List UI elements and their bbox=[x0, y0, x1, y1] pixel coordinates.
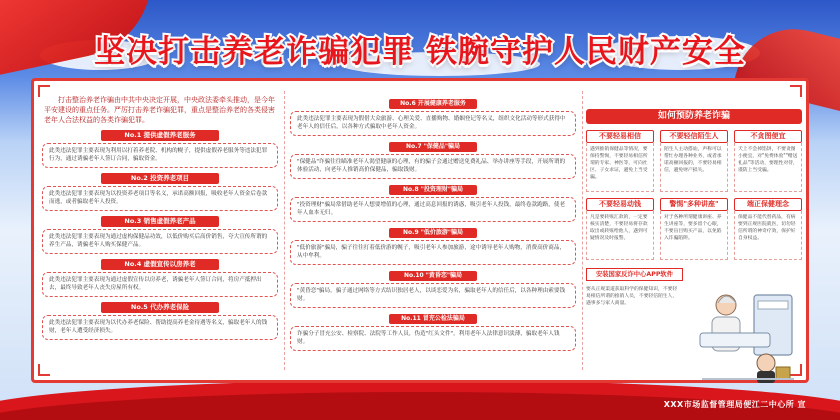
scam-type-tag: No.7 "保健品"骗局 bbox=[389, 142, 477, 152]
tip-title: 警惕"多种讲座" bbox=[660, 198, 728, 211]
section-title: No.3 销售虚假养老产品 bbox=[101, 216, 219, 227]
intro-paragraph: 打击整治养老诈骗由中共中央决定开展，中央政法委牵头推动，是今年平安建设的重点任务。严厉打击养老诈骗犯罪，重点是整治养老的各类侵害老年人合法权益的各类诈骗犯罪。 bbox=[44, 96, 275, 124]
tip-title: 不要轻信陌生人 bbox=[660, 130, 728, 143]
tip-title: 端正保健理念 bbox=[734, 198, 802, 211]
right-column bbox=[586, 87, 802, 374]
section-text: 此类违法犯罪主要表现为利用以打着养老院、机构的幌子，提供虚假养老服务等违法犯罪行为，通过诱骗老年人签订合同，骗取资金。 bbox=[42, 143, 278, 168]
section-title: No.1 提供虚假养老服务 bbox=[101, 130, 219, 141]
section-text: 此类违法犯罪主要表现为通过虚假宣传以房养老，诱骗老年人签订合同，将房产抵押出去，最终导致老年人丧失房屋所有权。 bbox=[42, 272, 278, 297]
scam-type-text: 诈骗分子冒充公安、检察院、法院等工作人员，伪造"红头文件"，利用老年人法律意识淡薄，骗取老年人钱财。 bbox=[290, 326, 576, 351]
tip-text: 天上不会掉馅饼，不要贪图小便宜，对"免费体验""赠送礼品"等活动，要理性对待，谨防上当受骗。 bbox=[734, 143, 802, 192]
scam-type-text: "投资理财"骗局常借助老年人想要增值的心理，通过高息回报的诱惑，吸引老年人投钱，最终卷款跑路，使老年人血本无归。 bbox=[290, 197, 576, 222]
headline: 坚决打击养老诈骗犯罪 铁腕守护人民财产安全 bbox=[94, 34, 746, 70]
anti-fraud-app-title: 安装国家反诈中心APP软件 bbox=[586, 268, 683, 281]
tip-text: 遇到推销保健品等情况，要保持警惕，不要轻易相信所谓的专家、神医等，可向社区、子女求证，避免上当受骗。 bbox=[586, 143, 654, 192]
column-divider bbox=[284, 91, 285, 370]
section-title: No.4 虚假宣传以房养老 bbox=[101, 259, 219, 270]
scam-type-text: 此类违法犯罪主要表现为假借大众旅游、心理关爱、直播购物、婚姻登记等名义，组织文化活动等形式获得中老年人的信任后，以各种方式骗取中老年人资金。 bbox=[290, 111, 576, 136]
section-text: 此类违法犯罪主要表现为以代办养老保险、帮助提高养老金待遇等名义，骗取老年人的钱财，老年人遭受经济损失。 bbox=[42, 315, 278, 340]
scam-type-text: "低价旅游"骗局，骗子往往打着低价游的幌子，吸引老年人参加旅游，途中诱导老年人购物，消费高价商品，从中牟利。 bbox=[290, 240, 576, 265]
footer-credit: XXX市场监督管理局便江二中心所 宣 bbox=[663, 400, 806, 409]
scam-type-tag: No.8 "投资理财"骗局 bbox=[389, 185, 477, 195]
section-title: No.2 投资养老项目 bbox=[101, 173, 219, 184]
tip-text: 保健品不能代替药品，有病要到正规医院就医，切勿轻信所谓的神奇疗效，保护好自身权益。 bbox=[734, 211, 802, 260]
tips-row bbox=[586, 130, 802, 192]
tip-card bbox=[586, 198, 654, 260]
tips-row bbox=[586, 198, 802, 260]
tip-text: 对于各种所谓健康讲座、养生讲座等，要多留个心眼，不要盲目购买产品，以免陷入诈骗陷阱。 bbox=[660, 211, 728, 260]
section-title: No.5 代办养老保险 bbox=[101, 302, 219, 313]
elderly-scam-illustration bbox=[696, 275, 800, 385]
tip-card bbox=[734, 130, 802, 192]
scam-type-tag: No.9 "低价旅游"骗局 bbox=[389, 228, 477, 238]
tip-card bbox=[586, 130, 654, 192]
tip-title: 不贪图便宜 bbox=[734, 130, 802, 143]
left-column bbox=[42, 87, 278, 374]
section-text: 此类违法犯罪主要表现为以投资养老项目等名义，承诺高额回报，吸收老年人资金后卷款而逃，或者骗取老年人投资。 bbox=[42, 186, 278, 211]
tip-title: 不要轻易相信 bbox=[586, 130, 654, 143]
scam-type-tag: No.11 冒充公检法骗局 bbox=[389, 314, 477, 324]
section-text: 此类违法犯罪主要表现为通过虚构保健品功效，以低价购买后高价销售，夸大宣传所谓的养生产品，诱骗老年人购买保健产品。 bbox=[42, 229, 278, 254]
content-frame bbox=[31, 78, 809, 383]
scam-type-tag: No.6 开展健康养老服务 bbox=[389, 99, 477, 109]
prevention-heading: 如何预防养老诈骗 bbox=[586, 109, 802, 124]
tip-text: 陌生人主动搭讪，声称可以帮忙办理各种业务，或者承诺高额回报的，不要轻易相信，避免财产损失。 bbox=[660, 143, 728, 192]
scam-type-text: "保健品"诈骗往往瞄准老年人渴望健康的心理，有的骗子会通过赠送免费礼品、举办讲座等手段，开展所谓的体验活动，向老年人推销高价保健品，骗取钱财。 bbox=[290, 154, 576, 179]
tip-title: 不要轻易动钱 bbox=[586, 198, 654, 211]
middle-column bbox=[290, 87, 576, 374]
tip-card bbox=[660, 198, 728, 260]
tip-card bbox=[660, 130, 728, 192]
tip-card bbox=[734, 198, 802, 260]
scam-type-text: "黄昏恋"骗局，骗子通过网络等方式结识独居老人，以谈恋爱为名，骗取老年人的信任后，以各种理由索要钱财。 bbox=[290, 283, 576, 308]
column-divider bbox=[582, 91, 583, 370]
anti-fraud-app-text: 要从正规渠道获取科学的保健知识，不要轻易相信所谓的推销人员，不要轻信陌生人，遇事多与家人商量。 bbox=[586, 287, 678, 306]
scam-type-tag: No.10 "黄昏恋"骗局 bbox=[389, 271, 477, 281]
tip-text: 凡是要转账汇款的，一定要核实清楚，不要轻易将存款取出或转账给他人，遇到可疑情况及时报警。 bbox=[586, 211, 654, 260]
